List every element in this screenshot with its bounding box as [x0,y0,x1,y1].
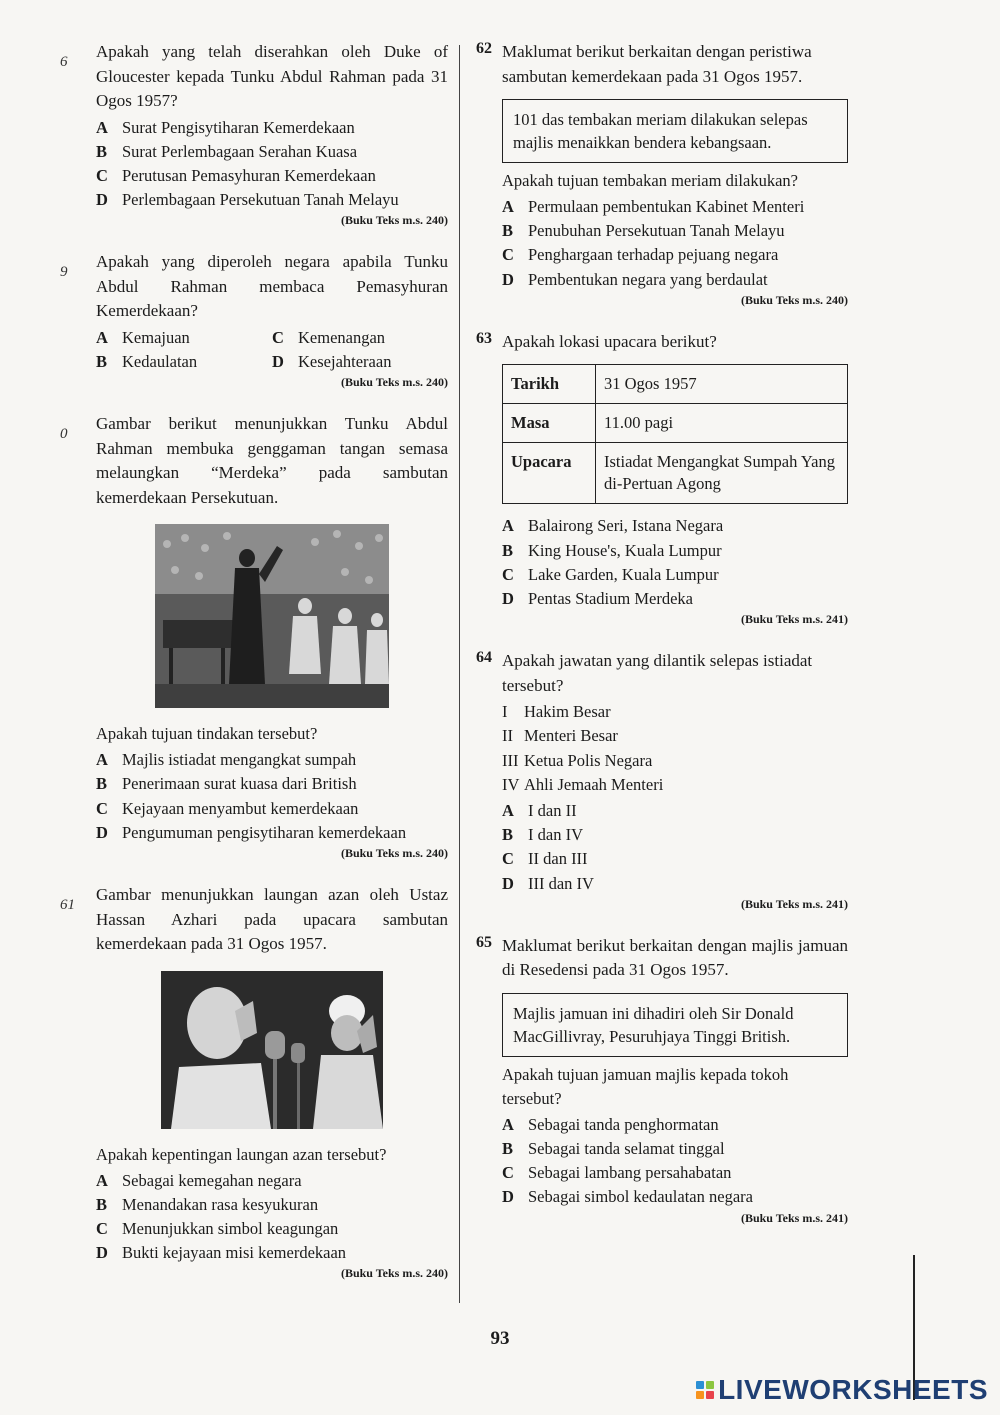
question-stem: Maklumat berikut berkaitan dengan peristiwa sambutan kemerdekaan pada 31 Ogos 1957. [502,42,812,86]
option-c[interactable]: C Menunjukkan simbol keagungan [96,1218,339,1238]
roman-item: III Ketua Polis Negara [502,750,653,770]
right-column [476,40,848,1248]
question-stem: Gambar berikut menunjukkan Tunku Abdul Rahman membuka genggaman tangan semasa melaungkan “Merdeka” pada sambutan kemerdekaan Persekutuan. [96,414,448,507]
options-list [96,1169,448,1266]
textbook-reference: (Buku Teks m.s. 240) [340,846,448,861]
question-stem: Apakah lokasi upacara berikut? [502,331,717,351]
roman-item: IV Ahli Jemaah Menteri [502,774,664,794]
sub-question: Apakah kepentingan laungan azan tersebut? [96,1144,387,1164]
option-a[interactable]: A Sebagai tanda penghormatan [502,1114,719,1134]
option-d[interactable]: D III dan IV [502,873,594,893]
question-stem: Apakah jawatan yang dilantik selepas istiadat tersebut? [502,651,813,695]
option-a[interactable]: A Sebagai kemegahan negara [96,1170,302,1190]
question-63 [476,330,848,627]
handwritten-mark: 9 [60,264,68,281]
info-box: 101 das tembakan meriam dilakukan selepas majlis menaikkan bendera kebangsaan. [502,99,848,163]
options-list [502,799,848,896]
question-number: 62 [476,40,492,57]
textbook-reference: (Buku Teks m.s. 240) [340,375,448,390]
option-d[interactable]: D Sebagai simbol kedaulatan negara [502,1187,753,1207]
question-number: 63 [476,329,492,347]
table-label: Tarikh [503,365,596,404]
textbook-reference: (Buku Teks m.s. 240) [740,292,848,307]
options-list [502,195,848,292]
option-b[interactable]: B Sebagai tanda selamat tinggal [502,1138,725,1158]
option-b[interactable]: B Penerimaan surat kuasa dari British [96,774,357,794]
table-row [503,365,848,404]
option-b[interactable]: B I dan IV [502,825,583,845]
roman-item: I Hakim Besar [502,702,611,722]
option-a[interactable]: A Balairong Seri, Istana Negara [502,516,724,536]
page-number: 93 [490,1328,510,1349]
textbook-reference: (Buku Teks m.s. 241) [740,1210,848,1225]
question-60-photo [60,412,448,861]
photo-tunku-merdeka [155,524,389,708]
photo-azan [161,971,383,1129]
event-table [502,364,848,504]
textbook-reference: (Buku Teks m.s. 240) [340,213,448,228]
options-list [96,326,448,374]
liveworksheets-brand[interactable] [696,1374,988,1406]
handwritten-mark: 0 [60,426,68,443]
question-stem: Gambar menunjukkan laungan azan oleh Ustaz Hassan Azhari pada upacara sambutan kemerdekaan pada 31 Ogos 1957. [96,885,448,954]
option-d[interactable]: D Pengumuman pengisytiharan kemerdekaan [96,822,407,842]
option-a[interactable]: A Permulaan pembentukan Kabinet Menteri [502,197,805,216]
question-stem: Maklumat berikut berkaitan dengan majlis jamuan di Resedensi pada 31 Ogos 1957. [502,935,848,980]
option-b[interactable]: B Penubuhan Persekutuan Tanah Melayu [502,221,785,241]
option-a[interactable]: A Majlis istiadat mengangkat sumpah [96,750,357,770]
option-d[interactable]: D Pembentukan negara yang berdaulat [502,269,768,289]
table-value: Istiadat Mengangkat Sumpah Yang di-Pertuan Agong [596,443,848,504]
option-b[interactable]: B Menandakan rasa kesyukuran [96,1194,319,1214]
left-column [60,40,448,1303]
option-c[interactable]: C Sebagai lambang persahabatan [502,1163,732,1183]
brand-name: LIVEWORKSHEETS [718,1374,988,1405]
textbook-reference: (Buku Teks m.s. 240) [340,1266,448,1281]
question-number: 64 [476,649,492,667]
option-d[interactable]: D Pentas Stadium Merdeka [502,588,693,608]
question-64 [476,649,848,912]
sub-question: Apakah tujuan tembakan meriam dilakukan? [502,171,798,190]
liveworksheets-logo-icon [696,1381,714,1399]
options-list [502,1113,848,1210]
question-59 [60,250,448,390]
option-d[interactable]: D Perlembagaan Persekutuan Tanah Melayu [96,190,399,210]
options-list [502,514,848,611]
sub-question: Apakah tujuan jamuan majlis kepada tokoh tersebut? [502,1064,789,1108]
roman-item: II Menteri Besar [502,726,618,746]
option-d[interactable]: D Bukti kejayaan misi kemerdekaan [96,1243,347,1263]
option-a[interactable]: A I dan II [502,800,577,820]
info-box: Majlis jamuan ini dihadiri oleh Sir Donald MacGillivray, Pesuruhjaya Tinggi British. [502,993,848,1057]
option-c[interactable]: C Kemenangan [272,327,386,347]
option-b[interactable]: B King House's, Kuala Lumpur [502,540,722,560]
question-stem: Apakah yang telah diserahkan oleh Duke of Gloucester kepada Tunku Abdul Rahman pada 31 Ogos 1957? [96,42,448,110]
question-62 [476,40,848,308]
question-number: 65 [476,933,492,951]
roman-list [502,700,848,797]
table-row [503,404,848,443]
sub-question: Apakah tujuan tindakan tersebut? [96,724,318,744]
option-c[interactable]: C Perutusan Pemasyhuran Kemerdekaan [96,165,376,185]
option-c[interactable]: C II dan III [502,849,588,869]
table-value: 31 Ogos 1957 [596,365,848,404]
question-stem: Apakah yang diperoleh negara apabila Tunku Abdul Rahman membaca Pemasyhuran Kemerdekaan? [96,252,448,321]
question-61 [60,883,448,1281]
option-a[interactable]: A Kemajuan [96,327,190,347]
handwritten-mark: 61 [60,897,75,914]
handwritten-mark: 6 [60,54,68,70]
option-a[interactable]: A Surat Pengisytiharan Kemerdekaan [96,117,355,137]
option-c[interactable]: C Penghargaan terhadap pejuang negara [502,245,779,265]
options-list [96,116,448,213]
textbook-reference: (Buku Teks m.s. 241) [740,612,848,627]
question-60 [60,40,448,228]
table-label: Upacara [503,443,596,504]
option-d[interactable]: D Kesejahteraan [272,352,392,372]
table-row [503,443,848,504]
option-c[interactable]: C Lake Garden, Kuala Lumpur [502,564,719,584]
option-c[interactable]: C Kejayaan menyambut kemerdekaan [96,798,359,818]
option-b[interactable]: B Kedaulatan [96,352,198,372]
question-65 [476,934,848,1226]
textbook-reference: (Buku Teks m.s. 241) [740,896,848,911]
table-value: 11.00 pagi [596,404,848,443]
column-divider [459,45,460,1303]
options-list [96,748,448,845]
table-label: Masa [503,404,596,443]
option-b[interactable]: B Surat Perlembagaan Serahan Kuasa [96,141,358,161]
